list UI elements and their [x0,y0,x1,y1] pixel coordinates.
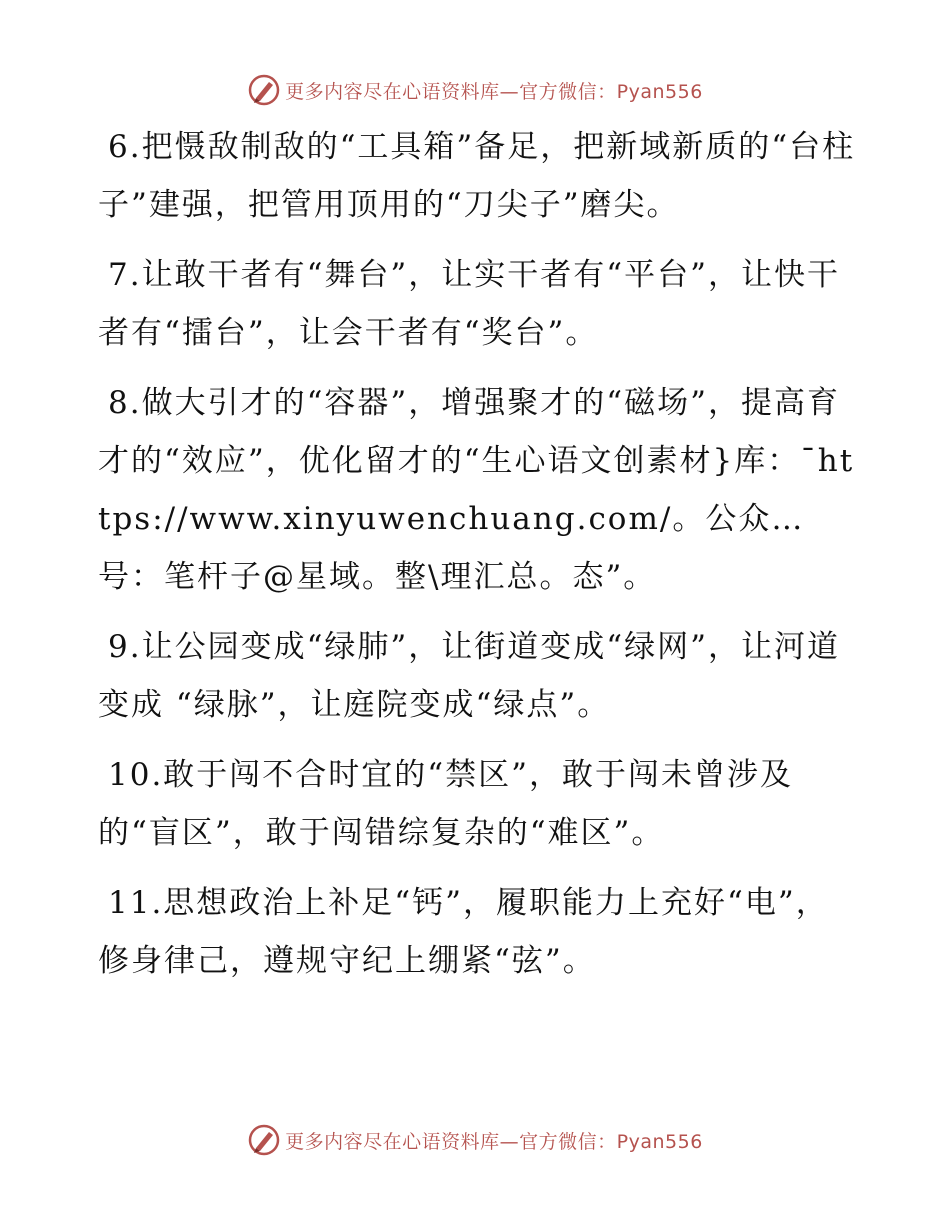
watermark-text: 更多内容尽在心语资料库—官方微信：Pyan556 [285,80,703,103]
paragraph-10: 10.敢于闯不合时宜的“禁区”，敢于闯未曾涉及的“盲区”，敢于闯错综复杂的“难区”。 [98,757,793,851]
paragraph-8: 8.做大引才的“容器”，增强聚才的“磁场”，提高育才的“效应”，优化留才的“生心语文创素材}库：¯https://www.xinyuwenchuang.com/。公众…号：笔杆子@星域。整\理汇总。态”。 [98,385,855,595]
document-body [98,118,858,1002]
paragraph-9: 9.让公园变成“绿肺”，让街道变成“绿网”，让河道变成 “绿脉”，让庭院变成“绿点”。 [98,629,840,723]
pen-logo-icon [247,73,281,107]
footer-watermark-banner [0,1120,950,1160]
watermark-text: 更多内容尽在心语资料库—官方微信：Pyan556 [285,1130,703,1153]
header-watermark-banner [0,70,950,110]
paragraph-7: 7.让敢干者有“舞台”，让实干者有“平台”，让快干者有“擂台”，让会干者有“奖台”。 [98,257,840,351]
pen-logo-icon [247,1123,281,1157]
paragraph-11: 11.思想政治上补足“钙”，履职能力上充好“电”，修身律己，遵规守纪上绷紧“弦”。 [98,885,829,979]
paragraph-6: 6.把慑敌制敌的“工具箱”备足，把新域新质的“台柱子”建强，把管用顶用的“刀尖子”磨尖。 [98,129,856,223]
